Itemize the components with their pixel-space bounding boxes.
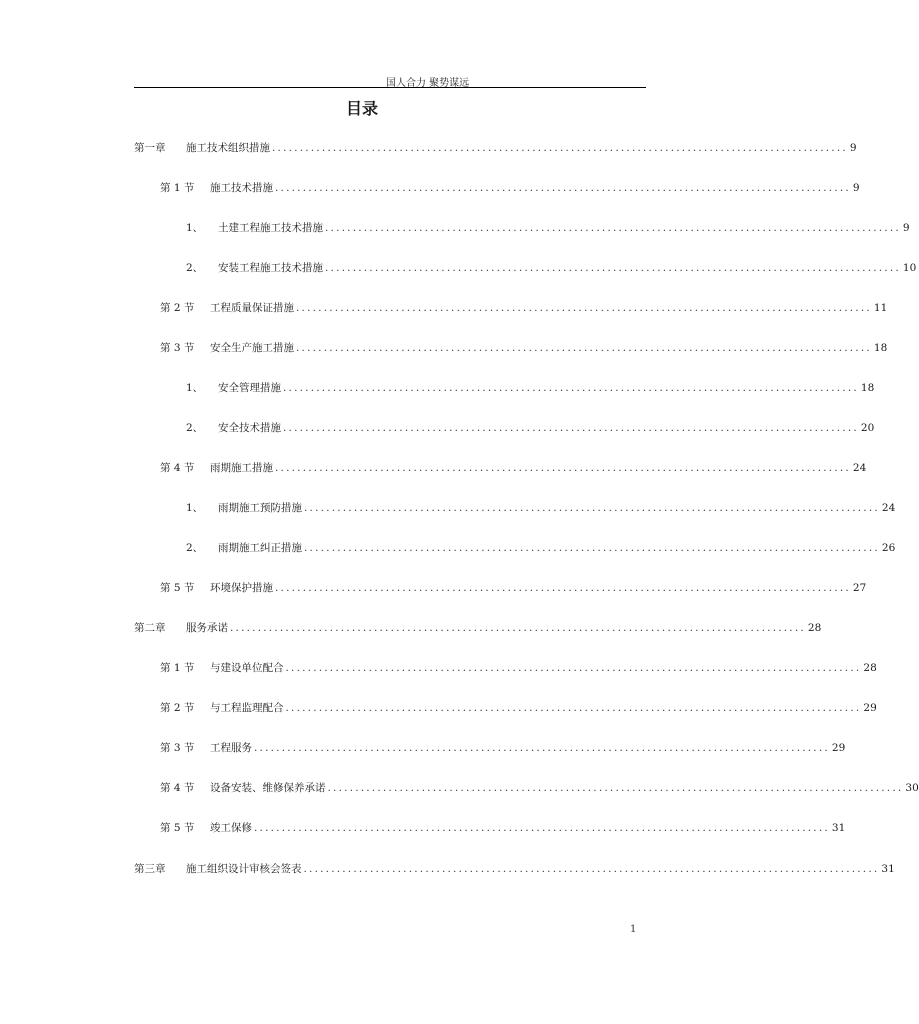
toc-entry-title: 施工组织设计审核会签表 (186, 863, 302, 875)
toc-entry-title: 环境保护措施 (210, 582, 273, 594)
toc-entry-number: 第一章 (134, 142, 166, 154)
toc-entry-section-2-5[interactable] (160, 820, 846, 836)
toc-leader-dots: ........................................................................................................ (230, 622, 806, 634)
toc-entry-page: 18 (873, 342, 888, 354)
toc-entry-page: 9 (849, 142, 857, 154)
toc-entry-title: 安全技术措施 (218, 422, 281, 434)
toc-entry-page: 18 (860, 382, 875, 394)
toc-entry-item-1-4-2[interactable] (186, 540, 896, 556)
toc-entry-item-1-4-1[interactable] (186, 500, 896, 516)
toc-leader-dots: ........................................................................................................ (304, 542, 880, 554)
toc-entry-page: 29 (831, 742, 846, 754)
toc-leader-dots: ........................................................................................................ (283, 422, 859, 434)
toc-entry-number: 第二章 (134, 622, 166, 634)
toc-entry-section-2-4[interactable] (160, 780, 919, 796)
toc-entry-page: 24 (852, 462, 867, 474)
toc-entry-number: 2、 (186, 262, 204, 274)
toc-entry-title: 竣工保修 (210, 822, 252, 834)
toc-entry-page: 9 (852, 182, 860, 194)
toc-entry-item-1-3-1[interactable] (186, 380, 875, 396)
toc-entry-section-1-5[interactable] (160, 580, 867, 596)
toc-entry-number: 第 4 节 (160, 782, 195, 794)
toc-entry-title: 安全管理措施 (218, 382, 281, 394)
toc-entry-number: 第 4 节 (160, 462, 195, 474)
toc-entry-page: 20 (860, 422, 875, 434)
toc-entry-page: 28 (863, 662, 877, 674)
page-header-text: 国人合力 聚势谋远 (386, 78, 470, 89)
toc-entry-section-1-4[interactable] (160, 460, 867, 476)
toc-entry-item-1-3-2[interactable] (186, 420, 875, 436)
toc-entry-page: 31 (881, 863, 895, 875)
toc-entry-title: 雨期施工措施 (210, 462, 273, 474)
toc-entry-section-1-1[interactable] (160, 180, 860, 196)
toc-entry-title: 安装工程施工技术措施 (218, 262, 323, 274)
toc-entry-title: 雨期施工预防措施 (218, 502, 302, 514)
toc-entry-number: 第三章 (134, 863, 166, 875)
toc-leader-dots: ........................................................................................................ (272, 142, 848, 154)
toc-leader-dots: ........................................................................................................ (325, 222, 901, 234)
toc-leader-dots: ........................................................................................................ (275, 182, 851, 194)
toc-entry-page: 26 (881, 542, 896, 554)
toc-entry-page: 29 (863, 702, 877, 714)
toc-entry-number: 1、 (186, 502, 204, 514)
toc-leader-dots: ........................................................................................................ (327, 782, 904, 794)
toc-entry-page: 9 (902, 222, 910, 234)
toc-entry-number: 2、 (186, 422, 204, 434)
toc-entry-title: 与工程监理配合 (210, 702, 284, 714)
toc-entry-page: 10 (902, 262, 917, 274)
toc-entry-number: 第 2 节 (160, 702, 195, 714)
toc-entry-section-1-2[interactable] (160, 300, 888, 316)
toc-leader-dots: ........................................................................................................ (275, 582, 851, 594)
toc-entry-chapter-2[interactable] (134, 620, 822, 636)
toc-entry-title: 雨期施工纠正措施 (218, 542, 302, 554)
page-number: 1 (630, 924, 637, 935)
toc-entry-title: 与建设单位配合 (210, 662, 284, 674)
toc-entry-title: 工程服务 (210, 742, 252, 754)
toc-leader-dots: ........................................................................................................ (325, 262, 901, 274)
toc-leader-dots: ........................................................................................................ (285, 702, 862, 714)
toc-entry-section-2-2[interactable] (160, 700, 877, 716)
toc-entry-item-1-1-2[interactable] (186, 260, 917, 276)
toc-leader-dots: ........................................................................................................ (283, 382, 859, 394)
toc-entry-section-2-1[interactable] (160, 660, 877, 676)
toc-entry-page: 30 (905, 782, 919, 794)
toc-entry-number: 第 2 节 (160, 302, 195, 314)
toc-leader-dots: ........................................................................................................ (296, 302, 872, 314)
toc-entry-number: 第 5 节 (160, 822, 195, 834)
toc-leader-dots: ........................................................................................................ (304, 502, 880, 514)
toc-entry-page: 31 (831, 822, 846, 834)
toc-entry-title: 土建工程施工技术措施 (218, 222, 323, 234)
toc-entry-number: 第 5 节 (160, 582, 195, 594)
toc-entry-page: 24 (881, 502, 896, 514)
toc-leader-dots: ........................................................................................................ (296, 342, 872, 354)
toc-entry-chapter-3[interactable] (134, 861, 895, 877)
toc-entry-page: 27 (852, 582, 867, 594)
toc-entry-number: 第 1 节 (160, 662, 195, 674)
toc-entry-number: 1、 (186, 222, 204, 234)
toc-leader-dots: ........................................................................................................ (275, 462, 851, 474)
toc-entry-title: 服务承诺 (186, 622, 228, 634)
toc-entry-title: 施工技术组织措施 (186, 142, 270, 154)
toc-title: 目录 (345, 99, 378, 118)
toc-entry-number: 1、 (186, 382, 204, 394)
toc-leader-dots: ........................................................................................................ (254, 822, 830, 834)
toc-entry-section-1-3[interactable] (160, 340, 888, 356)
toc-entry-number: 第 3 节 (160, 342, 195, 354)
toc-entry-title: 施工技术措施 (210, 182, 273, 194)
toc-entry-section-2-3[interactable] (160, 740, 846, 756)
toc-leader-dots: ........................................................................................................ (254, 742, 830, 754)
toc-entry-number: 2、 (186, 542, 204, 554)
toc-entry-page: 28 (807, 622, 822, 634)
toc-entry-title: 工程质量保证措施 (210, 302, 294, 314)
toc-entry-page: 11 (873, 302, 888, 314)
toc-entry-item-1-1-1[interactable] (186, 220, 910, 236)
toc-leader-dots: ........................................................................................................ (285, 662, 862, 674)
toc-entry-title: 设备安装、维修保养承诺 (210, 782, 326, 794)
toc-entry-title: 安全生产施工措施 (210, 342, 294, 354)
toc-entry-number: 第 3 节 (160, 742, 195, 754)
toc-entry-number: 第 1 节 (160, 182, 195, 194)
toc-entry-chapter-1[interactable] (134, 140, 857, 156)
toc-leader-dots: ........................................................................................................ (303, 863, 880, 875)
